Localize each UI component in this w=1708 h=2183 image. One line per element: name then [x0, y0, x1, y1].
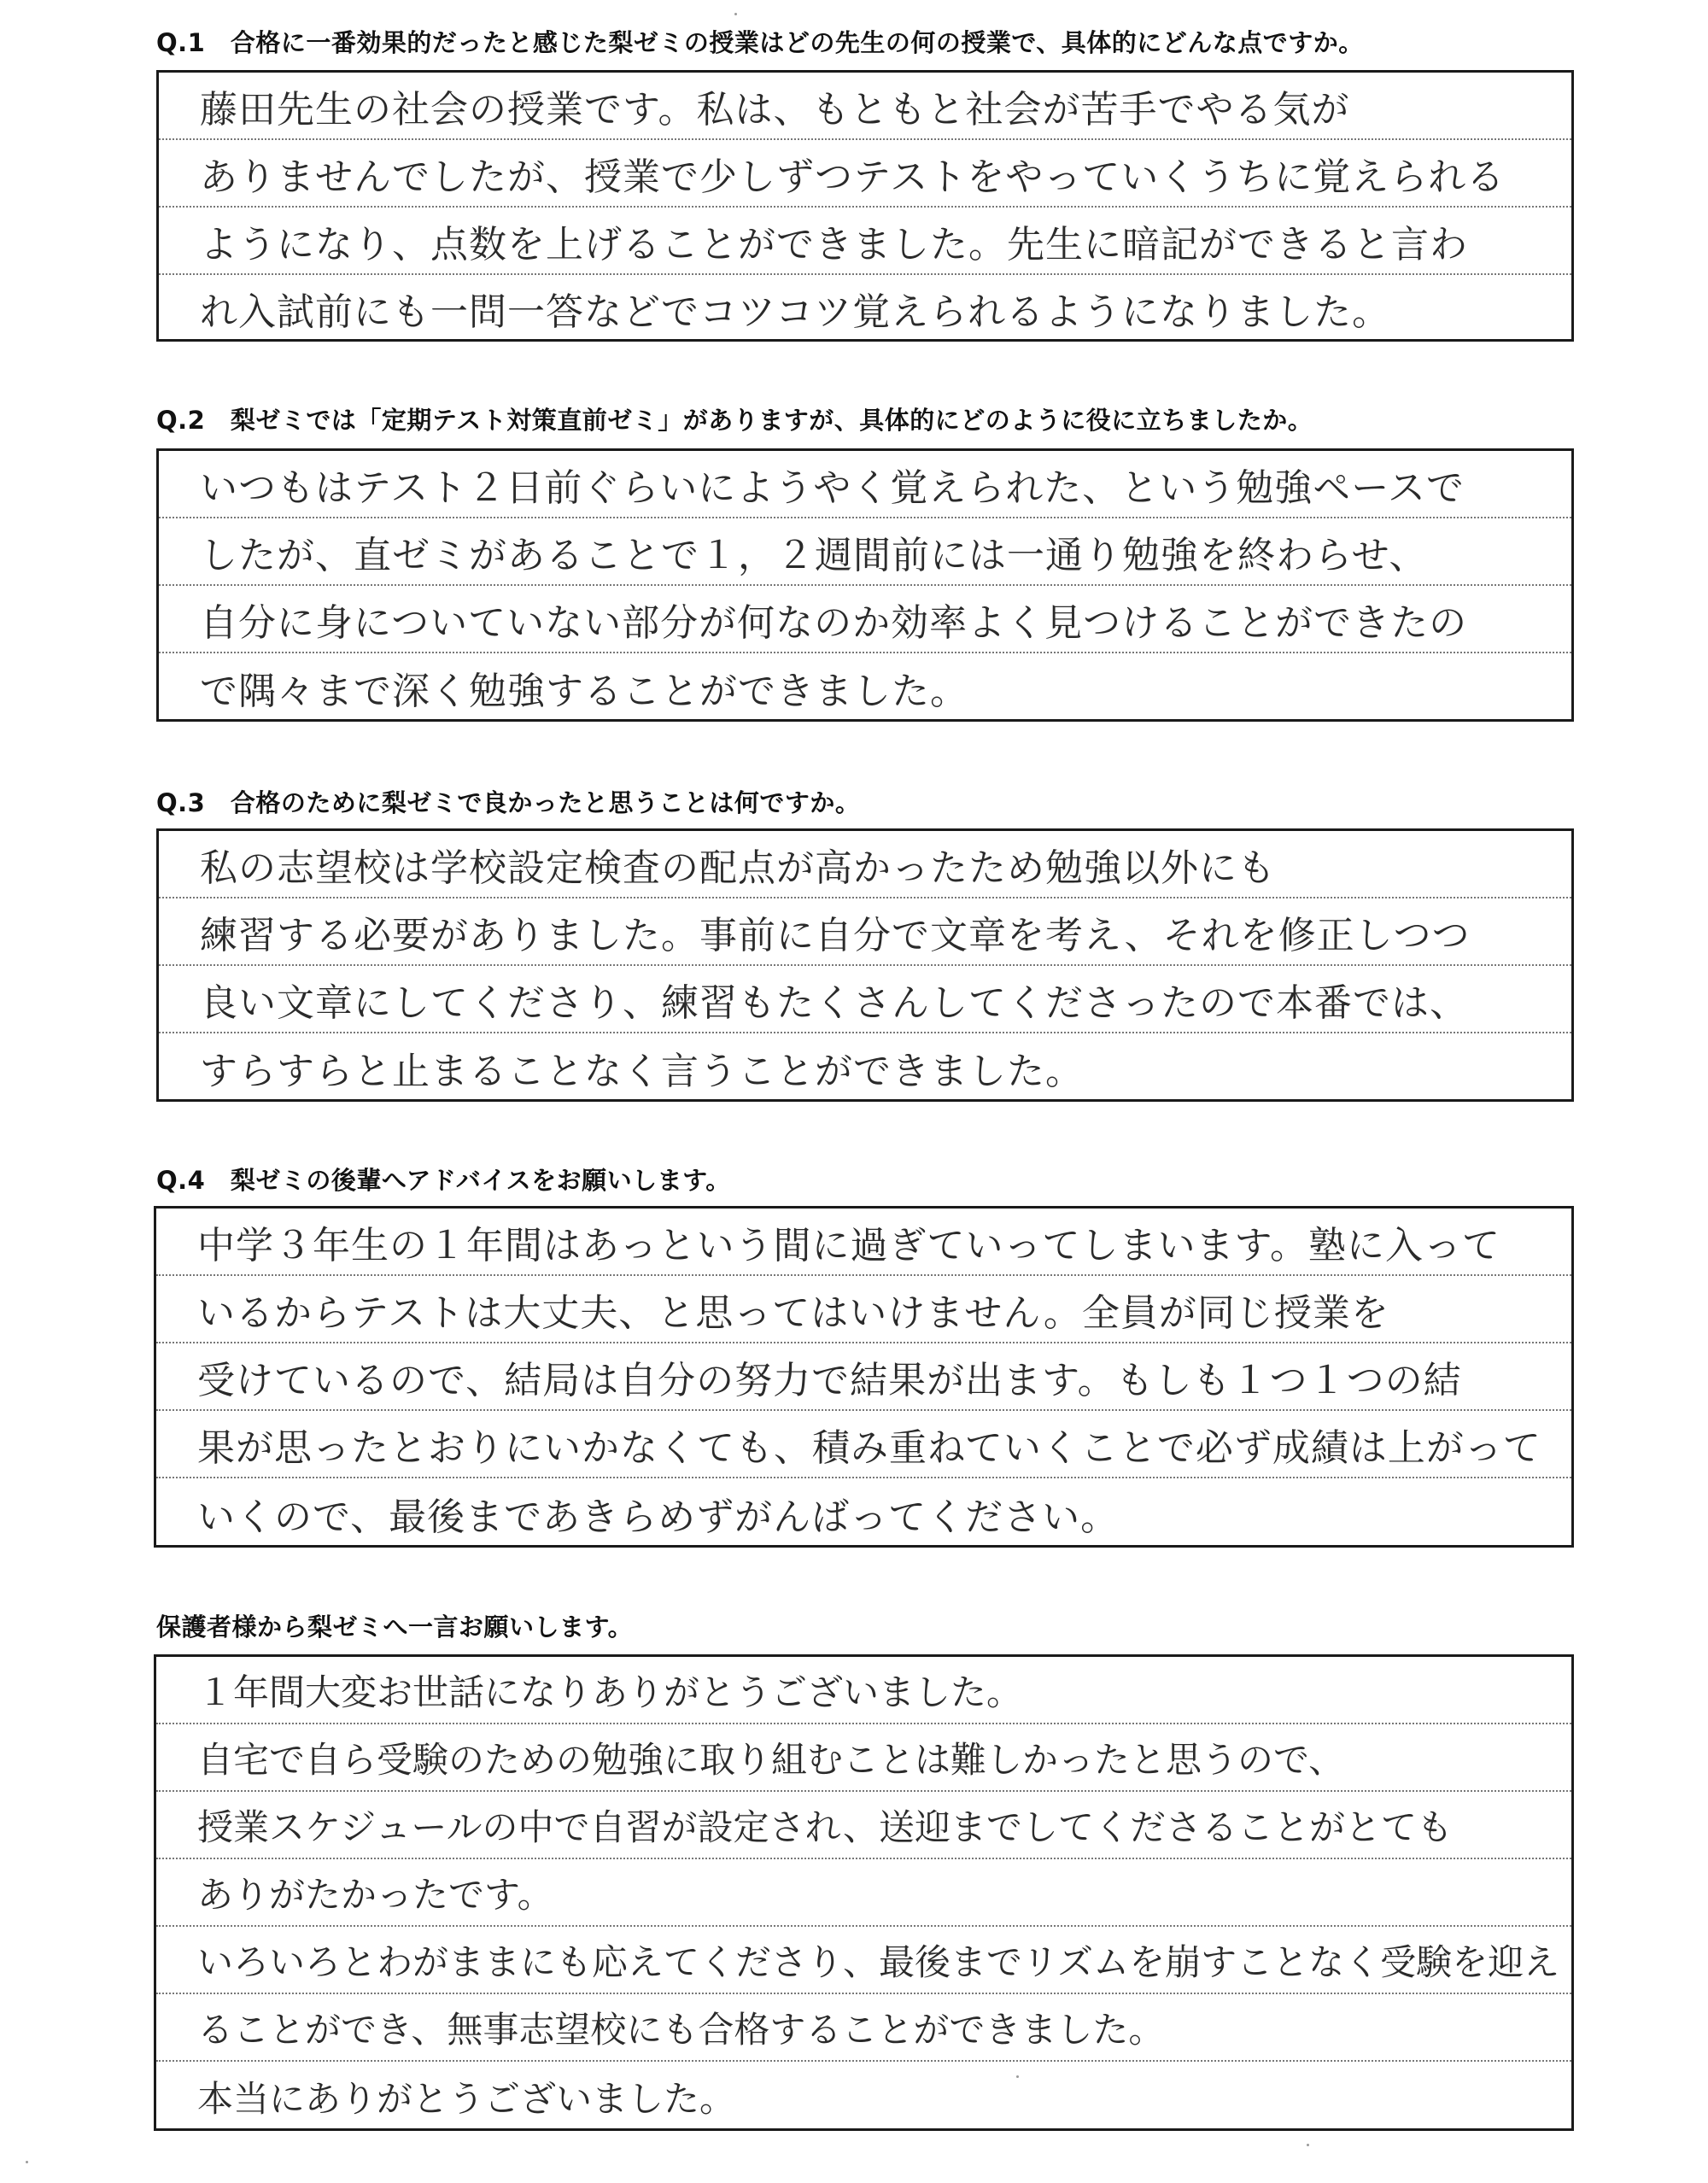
answer-line: 本当にありがとうございました。: [197, 2077, 736, 2120]
question-1-title: Q.1 合格に一番効果的だったと感じた梨ゼミの授業はどの先生の何の授業で、具体的にどんな点ですか。: [156, 28, 1364, 57]
answer-box-1: [156, 70, 1574, 342]
question-4-title: Q.4 梨ゼミの後輩へアドバイスをお願いします。: [156, 1166, 731, 1195]
answer-line: ありませんでしたが、授業で少しずつテストをやっていくうちに覚えられる: [159, 140, 1571, 208]
answer-box-4: [154, 1206, 1574, 1548]
question-3-title: Q.3 合格のために梨ゼミで良かったと思うことは何ですか。: [156, 788, 861, 817]
answer-line: したが、直ゼミがあることで１，２週間前には一通り勉強を終わらせ、: [159, 518, 1571, 586]
answer-line: 良い文章にしてくださり、練習もたくさんしてくださったので本番では、: [159, 966, 1571, 1033]
answer-line: 自分に身についていない部分が何なのか効率よく見つけることができたの: [159, 586, 1571, 653]
answer-line: いくので、最後まであきらめずがんばってください。: [197, 1495, 1120, 1539]
answer-line: で隅々まで深く勉強することができました。: [200, 670, 968, 713]
answer-box-guardian: [154, 1654, 1574, 2131]
answer-line: れ入試前にも一問一答などでコツコツ覚えられるようになりました。: [200, 290, 1391, 334]
answer-line: 練習する必要がありました。事前に自分で文章を考え、それを修正しつつ: [159, 898, 1571, 966]
scan-speck: [26, 2161, 28, 2163]
answer-line: 自宅で自ら受験のための勉強に取り組むことは難しかったと思うので、: [156, 1724, 1571, 1792]
question-2-title: Q.2 梨ゼミでは「定期テスト対策直前ゼミ」がありますが、具体的にどのように役に立ちましたか。: [156, 406, 1313, 435]
answer-line: 私の志望校は学校設定検査の配点が高かったため勉強以外にも: [159, 831, 1571, 898]
answer-line: ありがたかったです。: [156, 1859, 1571, 1927]
answer-box-2: [156, 448, 1574, 722]
answer-box-3: [156, 828, 1574, 1102]
answer-line: いろいろとわがままにも応えてくださり、最後までリズムを崩すことなく受験を迎え: [156, 1927, 1571, 1994]
guardian-comment-title: 保護者様から梨ゼミへ一言お願いします。: [156, 1612, 634, 1642]
answer-line: すらすらと止まることなく言うことができました。: [200, 1050, 1084, 1093]
answer-line: 中学３年生の１年間はあっという間に過ぎていってしまいます。塾に入って: [156, 1209, 1571, 1276]
answer-line: いるからテストは大丈夫、と思ってはいけません。全員が同じ授業を: [156, 1276, 1571, 1343]
scan-speck: [1016, 2075, 1019, 2078]
answer-line: いつもはテスト２日前ぐらいにようやく覚えられた、という勉強ペースで: [159, 451, 1571, 518]
answer-line: 藤田先生の社会の授業です。私は、もともと社会が苦手でやる気が: [159, 73, 1571, 140]
answer-line: ようになり、点数を上げることができました。先生に暗記ができると言わ: [159, 208, 1571, 275]
answer-line: 授業スケジュールの中で自習が設定され、送迎までしてくださることがとても: [156, 1792, 1571, 1859]
answer-line: １年間大変お世話になりありがとうございました。: [156, 1657, 1571, 1724]
answer-line: 果が思ったとおりにいかなくても、積み重ねていくことで必ず成績は上がって: [156, 1411, 1571, 1478]
answer-line: ることができ、無事志望校にも合格することができました。: [156, 1994, 1571, 2062]
answer-line: 受けているので、結局は自分の努力で結果が出ます。もしも１つ１つの結: [156, 1343, 1571, 1411]
scan-speck: [1307, 2144, 1309, 2146]
scan-speck: [734, 13, 737, 15]
